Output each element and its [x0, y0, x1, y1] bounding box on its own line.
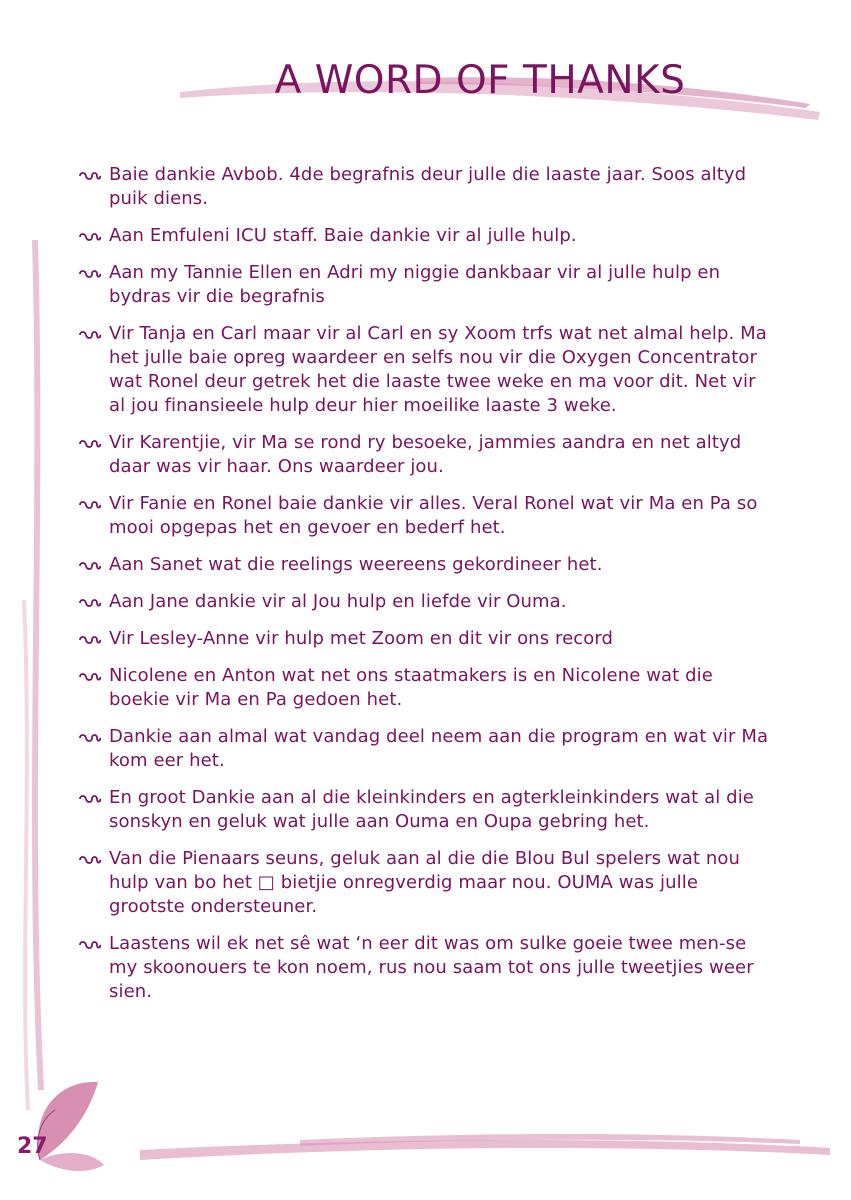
list-item: [76, 322, 776, 418]
list-item-text: Vir Fanie en Ronel baie dankie vir alles. Veral Ronel wat vir Ma en Pa so mooi opgepas het en gevoer en bederf het.: [109, 493, 758, 538]
swirl-bullet-icon: [79, 438, 101, 450]
page-number: 27: [17, 1134, 48, 1159]
list-item-text: En groot Dankie aan al die kleinkinders en agterkleinkinders wat al die sonskyn en geluk wat julle aan Ouma en Oupa gebring het.: [109, 787, 754, 832]
list-item-text: Aan Emfuleni ICU staff. Baie dankie vir al julle hulp.: [109, 225, 577, 246]
list-item-text: Aan my Tannie Ellen en Adri my niggie dankbaar vir al julle hulp en bydras vir die begrafnis: [109, 262, 721, 307]
list-item: [76, 261, 776, 309]
butterfly-icon: [38, 1082, 104, 1171]
list-item-text: Vir Tanja en Carl maar vir al Carl en sy Xoom trfs wat net almal help. Ma het julle baie opreg waardeer en selfs nou vir die Oxygen Concentrator wat Ronel deur getrek het die laaste twee weke en ma voor dit. Net vir al jou finansieele hulp deur hier moeilike laaste 3 weke.: [109, 323, 767, 416]
list-item: [76, 627, 776, 651]
thanks-list: [76, 163, 776, 1017]
page-title: A WORD OF THANKS: [274, 58, 686, 103]
list-item-text: Dankie aan almal wat vandag deel neem aan die program en wat vir Ma kom eer het.: [109, 726, 769, 771]
list-item: [76, 431, 776, 479]
list-item: [76, 664, 776, 712]
list-item-text: Baie dankie Avbob. 4de begrafnis deur julle die laaste jaar. Soos altyd puik diens.: [109, 164, 747, 209]
left-swoosh: [32, 240, 44, 1090]
left-swoosh-2: [22, 600, 30, 1110]
swirl-bullet-icon: [79, 793, 101, 805]
list-item: [76, 932, 776, 1004]
swirl-bullet-icon: [79, 671, 101, 683]
list-item-text: Vir Karentjie, vir Ma se rond ry besoeke, jammies aandra en net altyd daar was vir haar. Ons waardeer jou.: [109, 432, 742, 477]
list-item-text: Aan Jane dankie vir al Jou hulp en liefde vir Ouma.: [109, 591, 567, 612]
swirl-bullet-icon: [79, 854, 101, 866]
list-item: [76, 725, 776, 773]
list-item: [76, 163, 776, 211]
swirl-bullet-icon: [79, 170, 101, 182]
list-item: [76, 590, 776, 614]
swirl-bullet-icon: [79, 597, 101, 609]
swirl-bullet-icon: [79, 732, 101, 744]
list-item: [76, 786, 776, 834]
bottom-swoosh: [140, 1140, 830, 1160]
swirl-bullet-icon: [79, 560, 101, 572]
list-item: [76, 224, 776, 248]
swirl-bullet-icon: [79, 268, 101, 280]
swirl-bullet-icon: [79, 329, 101, 341]
swirl-bullet-icon: [79, 499, 101, 511]
swirl-bullet-icon: [79, 634, 101, 646]
swirl-bullet-icon: [79, 231, 101, 243]
list-item: [76, 847, 776, 919]
list-item-text: Van die Pienaars seuns, geluk aan al die die Blou Bul spelers wat nou hulp van bo het □ bietjie onregverdig maar nou. OUMA was julle grootste ondersteuner.: [109, 848, 741, 917]
list-item-text: Laastens wil ek net sê wat ‘n eer dit was om sulke goeie twee men-se my skoonouers te kon noem, rus nou saam tot ons julle tweetjies weer sien.: [109, 933, 754, 1002]
list-item: [76, 492, 776, 540]
list-item: [76, 553, 776, 577]
list-item-text: Nicolene en Anton wat net ons staatmakers is en Nicolene wat die boekie vir Ma en Pa gedoen het.: [109, 665, 713, 710]
swirl-bullet-icon: [79, 939, 101, 951]
list-item-text: Aan Sanet wat die reelings weereens gekordineer het.: [109, 554, 603, 575]
list-item-text: Vir Lesley-Anne vir hulp met Zoom en dit vir ons record: [109, 628, 614, 649]
